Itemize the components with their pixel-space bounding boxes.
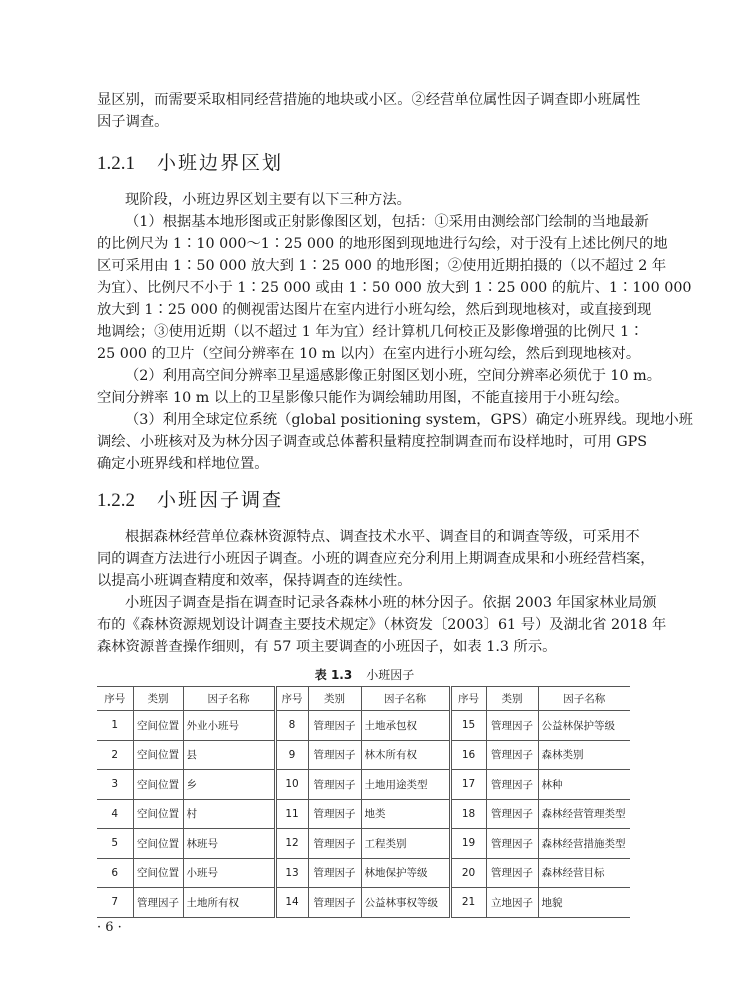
table-cell: 17 (450, 770, 486, 800)
table-cell: 14 (275, 888, 308, 918)
table-cell: 管理因子 (308, 858, 361, 888)
column-header: 序号 (275, 687, 308, 711)
table-cell: 林班号 (183, 829, 275, 859)
text-line: 确定小班界线和样地位置。 (97, 456, 269, 472)
text-line: 小班因子调查是指在调查时记录各森林小班的林分因子。依据 2003 年国家林业局颁 (125, 595, 657, 611)
table-cell: 外业小班号 (183, 711, 275, 741)
table-cell: 管理因子 (486, 799, 538, 829)
table-row (97, 858, 630, 888)
table-cell: 立地因子 (486, 888, 538, 918)
column-header: 类别 (486, 687, 538, 711)
table-caption (0, 666, 729, 683)
column-header: 因子名称 (183, 687, 275, 711)
table-cell: 管理因子 (133, 888, 183, 918)
text-line: （2）利用高空间分辨率卫星遥感影像正射图区划小班，空间分辨率必须优于 10 m。 (125, 368, 662, 384)
text-line: 地调绘；③使用近期（以不超过 1 年为宜）经计算机几何校正及影像增强的比例尺 1∶ (97, 324, 644, 340)
table-cell: 管理因子 (308, 829, 361, 859)
caption-label: 表 1.3 (314, 668, 353, 682)
text-line: （3）利用全球定位系统（global positioning system，GPS）确定小班界线。现地小班 (125, 412, 693, 428)
text-line: 的比例尺为 1∶10 000～1∶25 000 的地形图到现地进行勾绘，对于没有上述比例尺的地 (97, 236, 668, 252)
table-cell: 土地所有权 (183, 888, 275, 918)
column-header: 序号 (450, 687, 486, 711)
text-line: 布的《森林资源规划设计调查主要技术规定》（林资发〔2003〕61 号）及湖北省 2018 年 (97, 617, 667, 633)
table-row (97, 740, 630, 770)
table-cell: 3 (97, 770, 133, 800)
table-cell: 20 (450, 858, 486, 888)
table-cell: 地貌 (538, 888, 630, 918)
table-cell: 15 (450, 711, 486, 741)
text-line: 因子调查。 (97, 114, 169, 130)
table-cell: 19 (450, 829, 486, 859)
table-cell: 公益林事权等级 (361, 888, 450, 918)
column-header: 类别 (308, 687, 361, 711)
factor-table (97, 686, 630, 918)
text-line: 放大到 1∶25 000 的侧视雷达图片在室内进行小班勾绘，然后到现地核对，或直接到现 (97, 302, 652, 318)
section-number: 1.2.1 (97, 153, 135, 174)
column-header: 因子名称 (361, 687, 450, 711)
text-line: 以提高小班调查精度和效率，保持调查的连续性。 (97, 573, 412, 589)
table-cell: 空间位置 (133, 799, 183, 829)
section-title: 小班因子调查 (157, 489, 284, 511)
table-cell: 森林经营管理类型 (538, 799, 630, 829)
table-cell: 空间位置 (133, 711, 183, 741)
table-cell: 11 (275, 799, 308, 829)
table-cell: 9 (275, 740, 308, 770)
table-cell: 管理因子 (486, 711, 538, 741)
table-cell: 18 (450, 799, 486, 829)
table-cell: 管理因子 (486, 740, 538, 770)
table-cell: 管理因子 (486, 829, 538, 859)
table-cell: 森林类别 (538, 740, 630, 770)
table-cell: 土地承包权 (361, 711, 450, 741)
text-line: 25 000 的卫片（空间分辨率在 10 m 以内）在室内进行小班勾绘，然后到现地核对。 (97, 346, 641, 362)
text-line: 显区别，而需要采取相同经营措施的地块或小区。②经营单位属性因子调查即小班属性 (97, 92, 641, 108)
table-cell: 管理因子 (486, 770, 538, 800)
table-cell: 13 (275, 858, 308, 888)
text-line: 森林资源普查操作细则，有 57 项主要调查的小班因子，如表 1.3 所示。 (97, 639, 557, 655)
table-row (97, 799, 630, 829)
table-cell: 12 (275, 829, 308, 859)
table-cell: 乡 (183, 770, 275, 800)
table-cell: 林种 (538, 770, 630, 800)
table-cell: 土地用途类型 (361, 770, 450, 800)
table-cell: 地类 (361, 799, 450, 829)
table-cell: 21 (450, 888, 486, 918)
table-cell: 管理因子 (308, 770, 361, 800)
table-cell: 工程类别 (361, 829, 450, 859)
table-header (97, 687, 630, 711)
table-cell: 7 (97, 888, 133, 918)
table-cell: 1 (97, 711, 133, 741)
table-row (97, 711, 630, 741)
table-cell: 4 (97, 799, 133, 829)
table-cell: 管理因子 (308, 888, 361, 918)
text-line: （1）根据基本地形图或正射影像图区划，包括：①采用由测绘部门绘制的当地最新 (125, 214, 649, 230)
table-cell: 管理因子 (486, 858, 538, 888)
table-cell: 5 (97, 829, 133, 859)
table-cell: 县 (183, 740, 275, 770)
column-header: 序号 (97, 687, 133, 711)
text-line: 区可采用由 1∶50 000 放大到 1∶25 000 的地形图；②使用近期拍摄的（以不超过 2 年 (97, 258, 667, 274)
page-number: · 6 · (97, 920, 122, 935)
table-cell: 10 (275, 770, 308, 800)
table-cell: 村 (183, 799, 275, 829)
section-title: 小班边界区划 (157, 152, 284, 174)
table-cell: 森林经营措施类型 (538, 829, 630, 859)
table-cell: 管理因子 (308, 740, 361, 770)
table-cell: 管理因子 (308, 799, 361, 829)
text-line: 根据森林经营单位森林资源特点、调查技术水平、调查目的和调查等级，可采用不 (125, 529, 640, 545)
table-cell: 6 (97, 858, 133, 888)
table-cell: 8 (275, 711, 308, 741)
table-cell: 空间位置 (133, 858, 183, 888)
text-line: 空间分辨率 10 m 以上的卫星影像只能作为调绘辅助用图，不能直接用于小班勾绘。 (97, 390, 629, 406)
section-number: 1.2.2 (97, 490, 135, 511)
table-cell: 管理因子 (308, 711, 361, 741)
column-header: 类别 (133, 687, 183, 711)
table-cell: 公益林保护等级 (538, 711, 630, 741)
table-cell: 2 (97, 740, 133, 770)
column-header: 因子名称 (538, 687, 630, 711)
table-cell: 森林经营目标 (538, 858, 630, 888)
table-cell: 空间位置 (133, 829, 183, 859)
section-heading (97, 148, 283, 175)
table-cell: 16 (450, 740, 486, 770)
text-line: 同的调查方法进行小班因子调查。小班的调查应充分利用上期调查成果和小班经营档案， (97, 551, 655, 567)
text-line: 调绘、小班核对及为林分因子调查或总体蓄积量精度控制调查而布设样地时，可用 GPS (97, 434, 648, 450)
table-cell: 空间位置 (133, 770, 183, 800)
text-line: 为宜）、比例尺不小于 1∶25 000 或由 1∶50 000 放大到 1∶25 000 的航片、1∶100 000 (97, 280, 692, 296)
table-row (97, 770, 630, 800)
table-cell: 林地保护等级 (361, 858, 450, 888)
table-cell: 空间位置 (133, 740, 183, 770)
table-cell: 小班号 (183, 858, 275, 888)
table-cell: 林木所有权 (361, 740, 450, 770)
section-heading (97, 485, 283, 512)
caption-title: 小班因子 (366, 668, 415, 682)
table-row (97, 888, 630, 918)
text-line: 现阶段，小班边界区划主要有以下三种方法。 (125, 192, 411, 208)
table-row (97, 829, 630, 859)
